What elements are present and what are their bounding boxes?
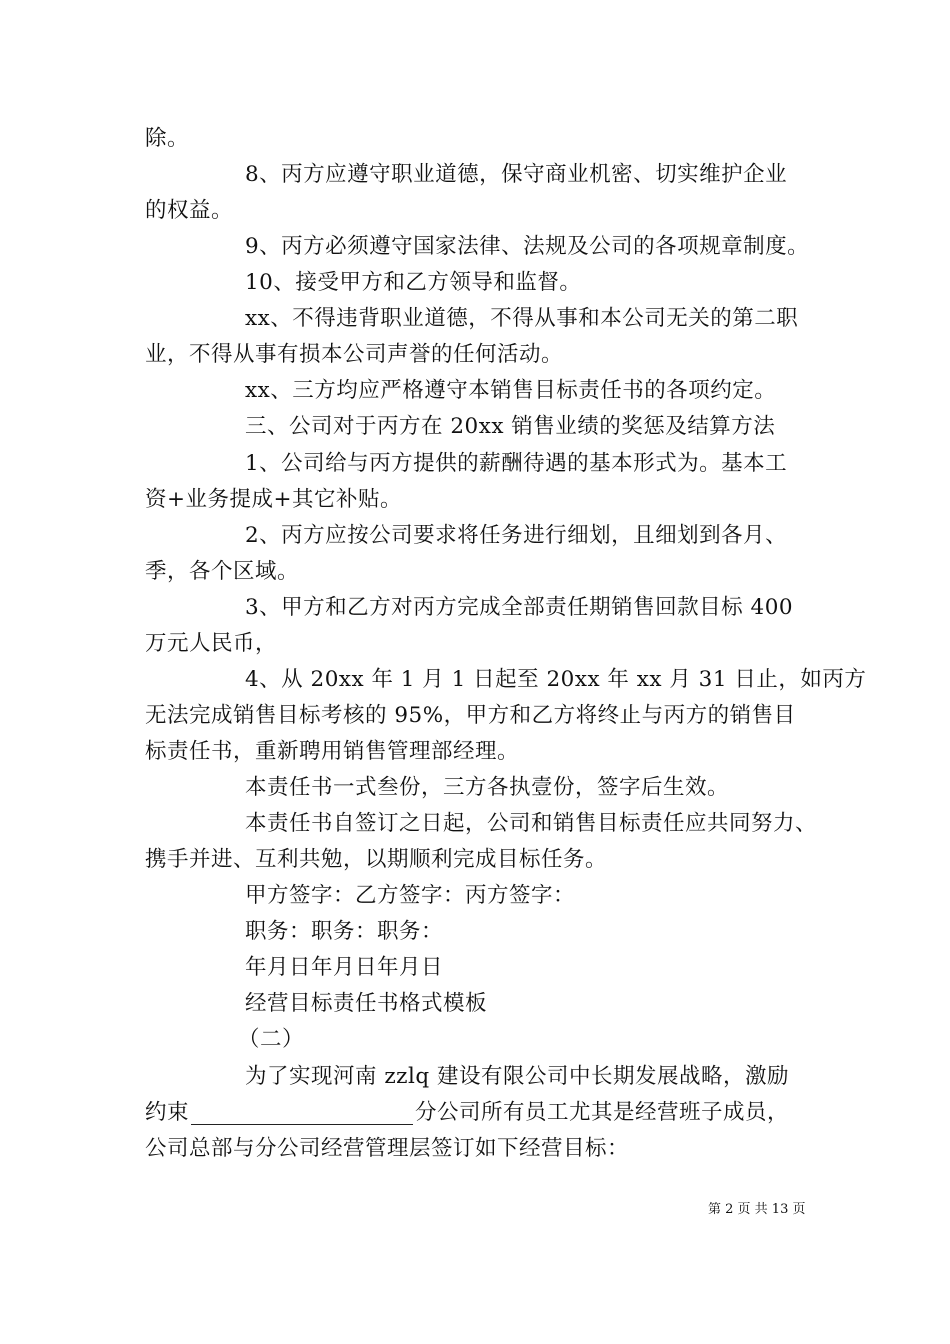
signature-line: 甲方签字：乙方签字：丙方签字： xyxy=(245,883,576,908)
paragraph-line: xx、不得违背职业道德，不得从事和本公司无关的第二职 xyxy=(245,306,799,331)
paragraph-line: 2、丙方应按公司要求将任务进行细划，且细划到各月、 xyxy=(245,523,788,548)
paragraph-line: 8、丙方应遵守职业道德，保守商业机密、切实维护企业 xyxy=(245,162,788,187)
paragraph-line: 3、甲方和乙方对丙方完成全部责任期销售回款目标 400 xyxy=(245,595,794,620)
line-text: 分公司所有员工尤其是经营班子成员， xyxy=(415,1100,790,1125)
paragraph-line: 携手并进、互利共勉，以期顺利完成目标任务。 xyxy=(145,847,608,872)
paragraph-line: xx、三方均应严格遵守本销售目标责任书的各项约定。 xyxy=(245,378,777,403)
paragraph-line: 除。 xyxy=(145,126,190,151)
paragraph-line: 9、丙方必须遵守国家法律、法规及公司的各项规章制度。 xyxy=(245,234,810,259)
paragraph-line: 无法完成销售目标考核的 95%，甲方和乙方将终止与丙方的销售目 xyxy=(145,703,796,728)
paragraph-line: 资+业务提成+其它补贴。 xyxy=(145,487,403,512)
paragraph-line: 公司总部与分公司经营管理层签订如下经营目标： xyxy=(145,1136,630,1161)
paragraph-line: 为了实现河南 zzlq 建设有限公司中长期发展战略，激励 xyxy=(245,1064,789,1089)
paragraph-line: 万元人民币， xyxy=(145,631,278,656)
line-text: 约束 xyxy=(145,1100,190,1125)
paragraph-line: 本责任书一式叁份，三方各执壹份，签字后生效。 xyxy=(245,775,730,800)
page-number: 第 2 页 共 13 页 xyxy=(708,1202,806,1217)
paragraph-line: 业，不得从事有损本公司声誉的任何活动。 xyxy=(145,342,564,367)
position-line: 职务：职务：职务： xyxy=(245,919,444,944)
paragraph-line: 标责任书，重新聘用销售管理部经理。 xyxy=(145,739,520,764)
paragraph-line: 本责任书自签订之日起，公司和销售目标责任应共同努力、 xyxy=(245,811,818,836)
section-number: （二） xyxy=(238,1027,305,1052)
section-heading: 三、公司对于丙方在 20xx 销售业绩的奖惩及结算方法 xyxy=(245,414,776,439)
paragraph-line: 10、接受甲方和乙方领导和监督。 xyxy=(245,270,582,295)
paragraph-line xyxy=(145,1095,789,1131)
date-line: 年月日年月日年月日 xyxy=(245,955,444,980)
document-title: 经营目标责任书格式模板 xyxy=(245,991,488,1016)
paragraph-line: 季，各个区域。 xyxy=(145,559,300,584)
fill-in-blank xyxy=(191,1102,413,1125)
paragraph-line: 4、从 20xx 年 1 月 1 日起至 20xx 年 xx 月 31 日止，如丙方 xyxy=(245,667,867,692)
paragraph-line: 1、公司给与丙方提供的薪酬待遇的基本形式为。基本工 xyxy=(245,451,788,476)
paragraph-line: 的权益。 xyxy=(145,198,234,223)
